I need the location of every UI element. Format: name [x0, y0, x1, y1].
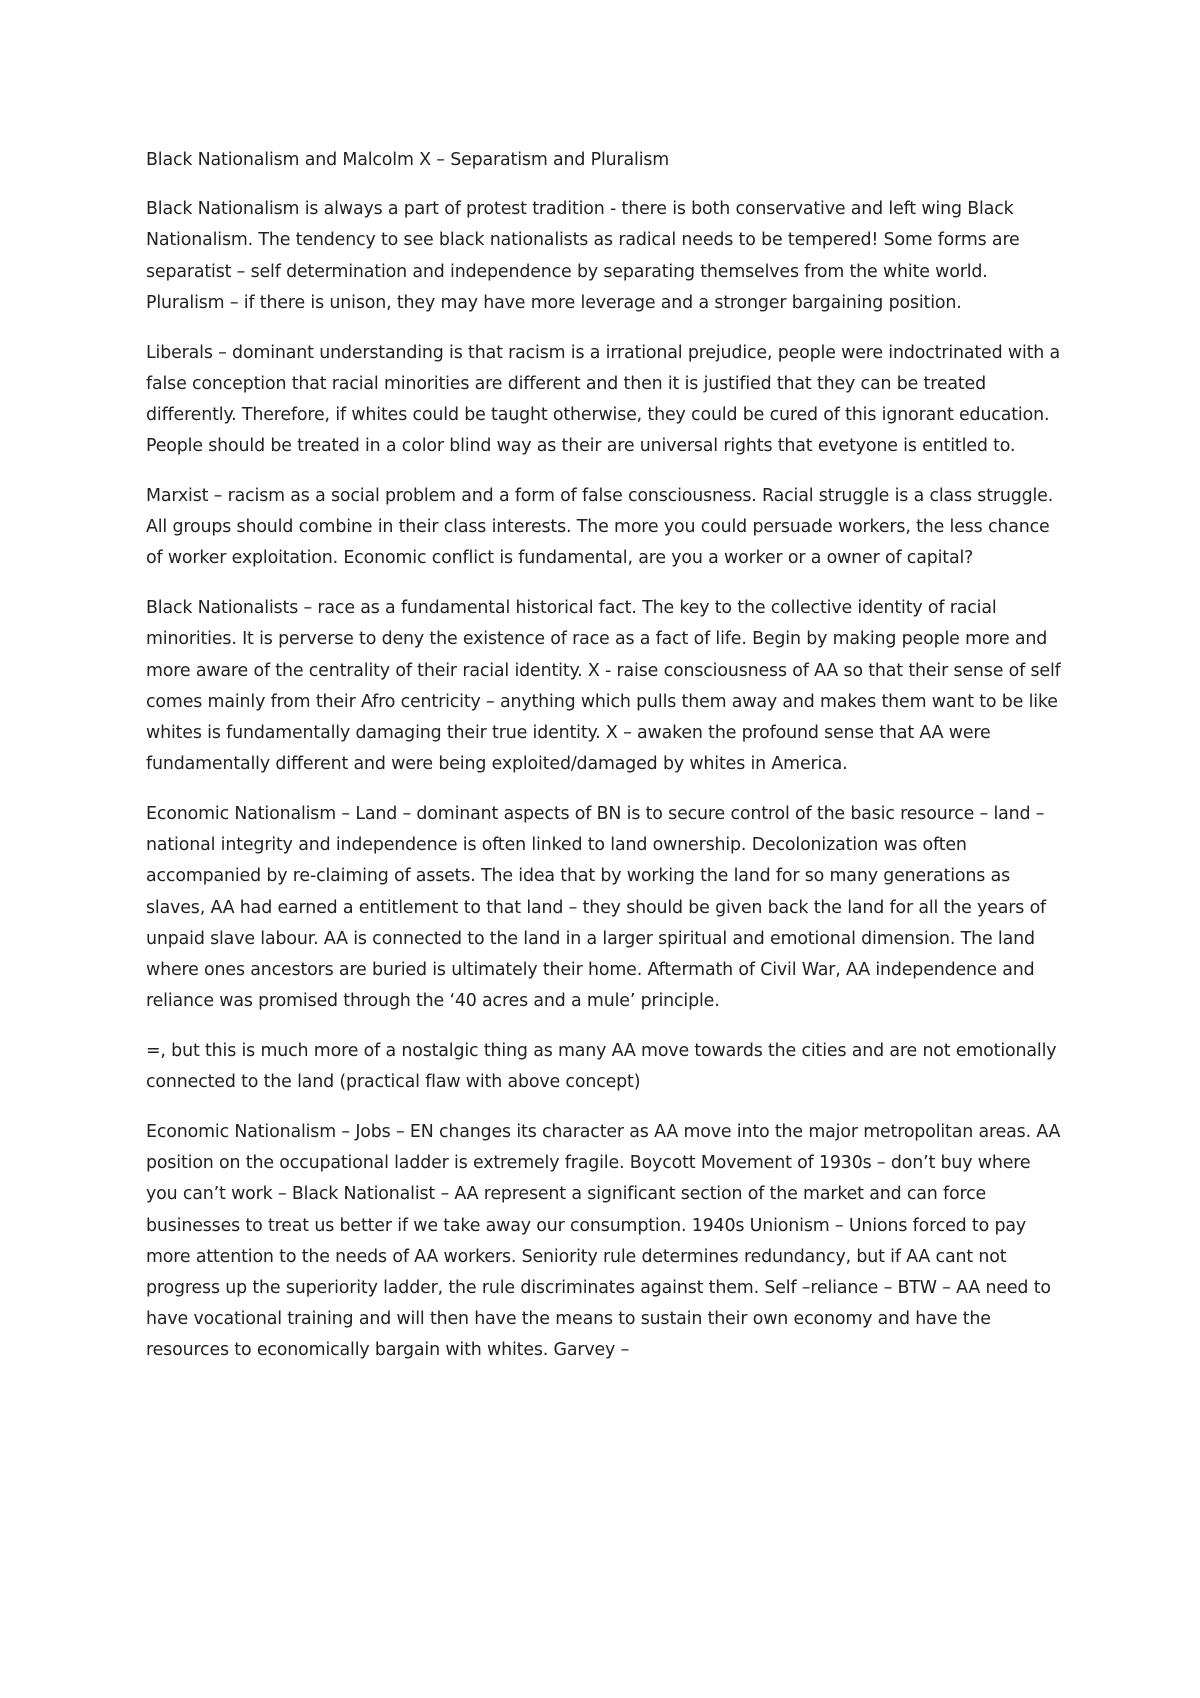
document-title: Black Nationalism and Malcolm X – Separatism and Pluralism [146, 150, 670, 170]
paragraph-black-nationalists: Black Nationalists – race as a fundamental historical fact. The key to the collective identity of racial minorities. It is perverse to deny the existence of race as a fact of life. Begin by making people more and more aware of the centrality of their racial identity. X - raise consciousness of AA so that their sense of self comes mainly from their Afro centricity – anything which pulls them away and makes them want to be like whites is fundamentally damaging their true identity. X – awaken the profound sense that AA were fundamentally different and were being exploited/damaged by whites in America. [146, 598, 1061, 775]
paragraph-liberals: Liberals – dominant understanding is that racism is a irrational prejudice, people were indoctrinated with a false conception that racial minorities are different and then it is justified that they can be treated differently. Therefore, if whites could be taught otherwise, they could be cured of this ignorant education. People should be treated in a color blind way as their are universal rights that evetyone is entitled to. [146, 342, 1061, 457]
paragraph-nostalgic-note: =, but this is much more of a nostalgic thing as many AA move towards the cities and are not emotionally connected to the land (practical flaw with above concept) [146, 1041, 1057, 1093]
paragraph-marxist: Marxist – racism as a social problem and a form of false consciousness. Racial struggle is a class struggle. All groups should combine in their class interests. The more you could persuade workers, the less chance of worker exploitation. Economic conflict is fundamental, are you a worker or a owner of capital? [146, 486, 1054, 569]
paragraph-economic-nationalism-land: Economic Nationalism – Land – dominant aspects of BN is to secure control of the basic resource – land – national integrity and independence is often linked to land ownership. Decolonization was often accompanied by re-claiming of assets. The idea that by working the land for so many generations as slaves, AA had earned a entitlement to that land – they should be given back the land for all the years of unpaid slave labour. AA is connected to the land in a larger spiritual and emotional dimension. The land where ones ancestors are buried is ultimately their home. Aftermath of Civil War, AA independence and reliance was promised through the ‘40 acres and a mule’ principle. [146, 804, 1047, 1012]
paragraph-intro: Black Nationalism is always a part of protest tradition - there is both conservative and left wing Black Nationalism. The tendency to see black nationalists as radical needs to be tempered! Some forms are separatist – self determination and independence by separating themselves from the white world. Pluralism – if there is unison, they may have more leverage and a stronger bargaining position. [146, 199, 1020, 313]
paragraph-economic-nationalism-jobs: Economic Nationalism – Jobs – EN changes its character as AA move into the major metropolitan areas. AA position on the occupational ladder is extremely fragile. Boycott Movement of 1930s – don’t buy where you can’t work – Black Nationalist – AA represent a significant section of the market and can force businesses to treat us better if we take away our consumption. 1940s Unionism – Unions forced to pay more attention to the needs of AA workers. Seniority rule determines redundancy, but if AA cant not progress up the superiority ladder, the rule discriminates against them. Self –reliance – BTW – AA need to have vocational training and will then have the means to sustain their own economy and have the resources to economically bargain with whites. Garvey – [146, 1122, 1061, 1361]
document-body [146, 145, 1066, 1385]
